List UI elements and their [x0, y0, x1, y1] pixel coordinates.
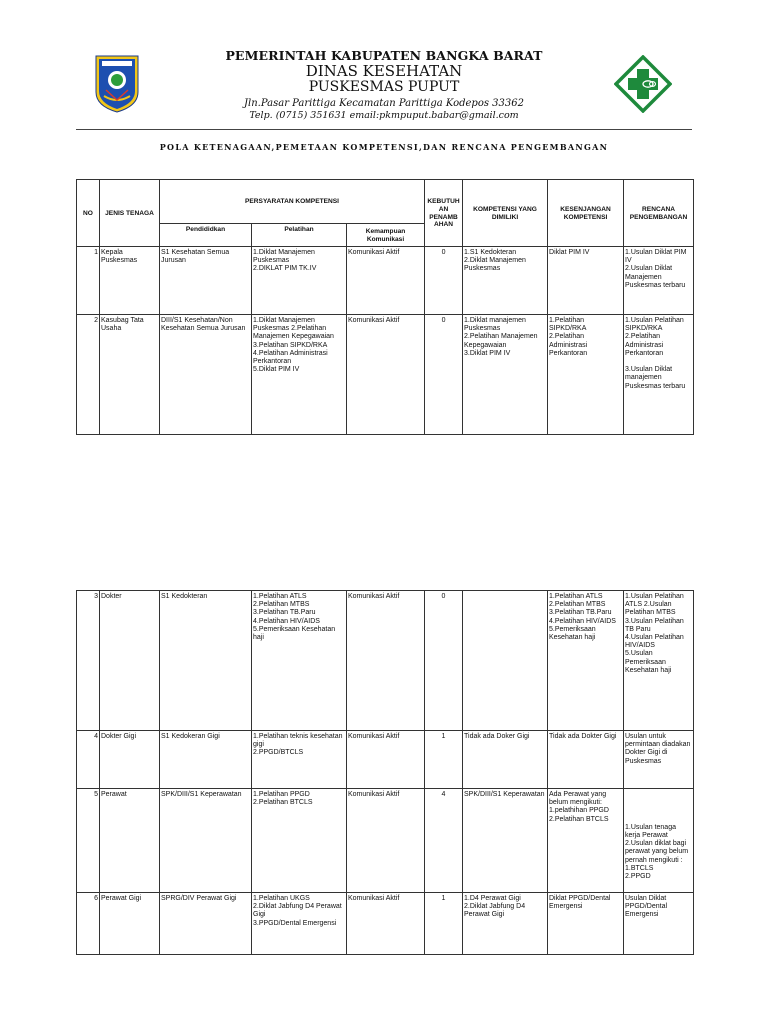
col-header-pelatihan: Pelatihan — [252, 224, 347, 247]
table-row — [77, 591, 694, 731]
row-pelatihan: 1.Pelatihan UKGS 2.Diklat Jabfung D4 Perawat Gigi 3.PPGD/Dental Emergensi — [252, 893, 347, 955]
col-header-komunikasi: Kemampuan Komunikasi — [347, 224, 425, 247]
row-kesenjangan: Diklat PIM IV — [548, 247, 624, 315]
row-kesenjangan: 1.Pelatihan ATLS 2.Pelatihan MTBS 3.Pelatihan TB.Paru 4.Pelatihan HIV/AIDS 5.Pemeriksaan Kesehatan haji — [548, 591, 624, 731]
row-pelatihan: 1.Pelatihan PPGD 2.Pelatihan BTCLS — [252, 789, 347, 893]
row-kebutuhan: 0 — [425, 247, 463, 315]
table-row — [77, 315, 694, 435]
row-komunikasi: Komunikasi Aktif — [347, 731, 425, 789]
header-divider — [76, 129, 692, 130]
row-komunikasi: Komunikasi Aktif — [347, 893, 425, 955]
table-row — [77, 893, 694, 955]
row-pendidikan: SPRG/DIV Perawat Gigi — [160, 893, 252, 955]
row-jenis: Dokter — [100, 591, 160, 731]
row-rencana: 1.Usulan Diklat PIM IV 2.Usulan Diklat Manajemen Puskesmas terbaru — [624, 247, 694, 315]
unit-name: PUSKESMAS PUPUT — [308, 79, 460, 95]
row-pendidikan: S1 Kesehatan Semua Jurusan — [160, 247, 252, 315]
col-header-kesenjangan: KESENJANGAN KOMPETENSI — [548, 180, 624, 247]
row-no: 6 — [77, 893, 100, 955]
row-kebutuhan: 0 — [425, 315, 463, 435]
row-rencana: 1.Usulan Pelatihan SIPKD/RKA 2.Pelatihan Administrasi Perkantoran 3.Usulan Diklat manajemen Puskesmas terbaru — [624, 315, 694, 435]
table-row — [77, 789, 694, 893]
row-rencana: Usulan Diklat PPGD/Dental Emergensi — [624, 893, 694, 955]
row-dimiliki: 1.Diklat manajemen Puskesmas 2.Pelatihan Manajemen Kepegawaian 3.Diklat PIM IV — [463, 315, 548, 435]
row-rencana: Usulan untuk permintaan diadakan Dokter Gigi di Puskesmas — [624, 731, 694, 789]
row-kebutuhan: 0 — [425, 591, 463, 731]
row-jenis: Perawat Gigi — [100, 893, 160, 955]
row-pelatihan: 1.Pelatihan ATLS 2.Pelatihan MTBS 3.Pelatihan TB.Paru 4.Pelatihan HIV/AIDS 5.Pemeriksaan Kesehatan haji — [252, 591, 347, 731]
row-kebutuhan: 1 — [425, 731, 463, 789]
row-no: 3 — [77, 591, 100, 731]
row-no: 5 — [77, 789, 100, 893]
row-no: 2 — [77, 315, 100, 435]
puskesmas-logo — [614, 55, 672, 113]
row-kesenjangan: 1.Pelatihan SIPKD/RKA 2.Pelatihan Administrasi Perkantoran — [548, 315, 624, 435]
document-title: POLA KETENAGAAN,PEMETAAN KOMPETENSI,DAN RENCANA PENGEMBANGAN — [159, 142, 609, 152]
col-header-pendidikan: Pendididkan — [160, 224, 252, 247]
row-no: 1 — [77, 247, 100, 315]
row-pendidikan: DIII/S1 Kesehatan/Non Kesehatan Semua Jurusan — [160, 315, 252, 435]
competency-table-part-2 — [76, 590, 694, 955]
address-line: Jln.Pasar Parittiga Kecamatan Parittiga Kodepos 33362 — [244, 98, 524, 109]
row-komunikasi: Komunikasi Aktif — [347, 315, 425, 435]
row-dimiliki — [463, 591, 548, 731]
row-pelatihan: 1.Diklat Manajemen Puskesmas 2.Pelatihan Manajemen Kepegawaian 3.Pelatihan SIPKD/RKA 4.Pelatihan Administrasi Perkantoran 5.Diklat PIM IV — [252, 315, 347, 435]
row-rencana: 1.Usulan Pelatihan ATLS 2.Usulan Pelatihan MTBS 3.Usulan Pelatihan TB Paru 4.Usulan Pelatihan HIV/AIDS 5.Usulan Pemeriksaan Kesehatan haji — [624, 591, 694, 731]
letterhead — [200, 48, 568, 122]
row-kebutuhan: 4 — [425, 789, 463, 893]
row-pendidikan: SPK/DIII/S1 Keperawatan — [160, 789, 252, 893]
col-header-dimiliki: KOMPETENSI YANG DIMILIKI — [463, 180, 548, 247]
col-header-no: NO — [77, 180, 100, 247]
row-dimiliki: 1.D4 Perawat Gigi 2.Diklat Jabfung D4 Perawat Gigi — [463, 893, 548, 955]
row-dimiliki: 1.S1 Kedokteran 2.Diklat Manajemen Puskesmas — [463, 247, 548, 315]
row-kesenjangan: Ada Perawat yang belum mengikuti: 1.pelathihan PPGD 2.Pelatihan BTCLS — [548, 789, 624, 893]
contact-line: Telp. (0715) 351631 email:pkmpuput.babar@gmail.com — [249, 110, 519, 121]
row-komunikasi: Komunikasi Aktif — [347, 591, 425, 731]
row-jenis: Perawat — [100, 789, 160, 893]
row-dimiliki: SPK/DIII/S1 Keperawatan — [463, 789, 548, 893]
row-pendidikan: S1 Kedokeran Gigi — [160, 731, 252, 789]
row-dimiliki: Tidak ada Doker Gigi — [463, 731, 548, 789]
row-rencana: 1.Usulan tenaga kerja Perawat 2.Usulan diklat bagi perawat yang belum pernah mengikuti : 1.BTCLS 2.PPGD — [624, 789, 694, 893]
row-pelatihan: 1.Diklat Manajemen Puskesmas 2.DIKLAT PIM TK.IV — [252, 247, 347, 315]
bangka-barat-crest-logo — [92, 52, 142, 114]
row-komunikasi: Komunikasi Aktif — [347, 789, 425, 893]
department-name: DINAS KESEHATAN — [305, 62, 463, 80]
row-kebutuhan: 1 — [425, 893, 463, 955]
row-komunikasi: Komunikasi Aktif — [347, 247, 425, 315]
col-header-kebutuhan: KEBUTUH AN PENAMB AHAN — [425, 180, 463, 247]
row-pelatihan: 1.Pelatihan teknis kesehatan gigi 2.PPGD/BTCLS — [252, 731, 347, 789]
row-kesenjangan: Tidak ada Dokter Gigi — [548, 731, 624, 789]
government-name: PEMERINTAH KABUPATEN BANGKA BARAT — [225, 48, 543, 63]
col-header-jenis: JENIS TENAGA — [100, 180, 160, 247]
row-no: 4 — [77, 731, 100, 789]
row-pendidikan: S1 Kedokteran — [160, 591, 252, 731]
table-row — [77, 247, 694, 315]
row-jenis: Kepala Puskesmas — [100, 247, 160, 315]
col-header-rencana: RENCANA PENGEMBANGAN — [624, 180, 694, 247]
table-row — [77, 731, 694, 789]
row-jenis: Kasubag Tata Usaha — [100, 315, 160, 435]
col-header-persyaratan: PERSYARATAN KOMPETENSI — [160, 180, 425, 224]
row-jenis: Dokter Gigi — [100, 731, 160, 789]
row-kesenjangan: Diklat PPGD/Dental Emergensi — [548, 893, 624, 955]
competency-table-part-1 — [76, 179, 694, 435]
